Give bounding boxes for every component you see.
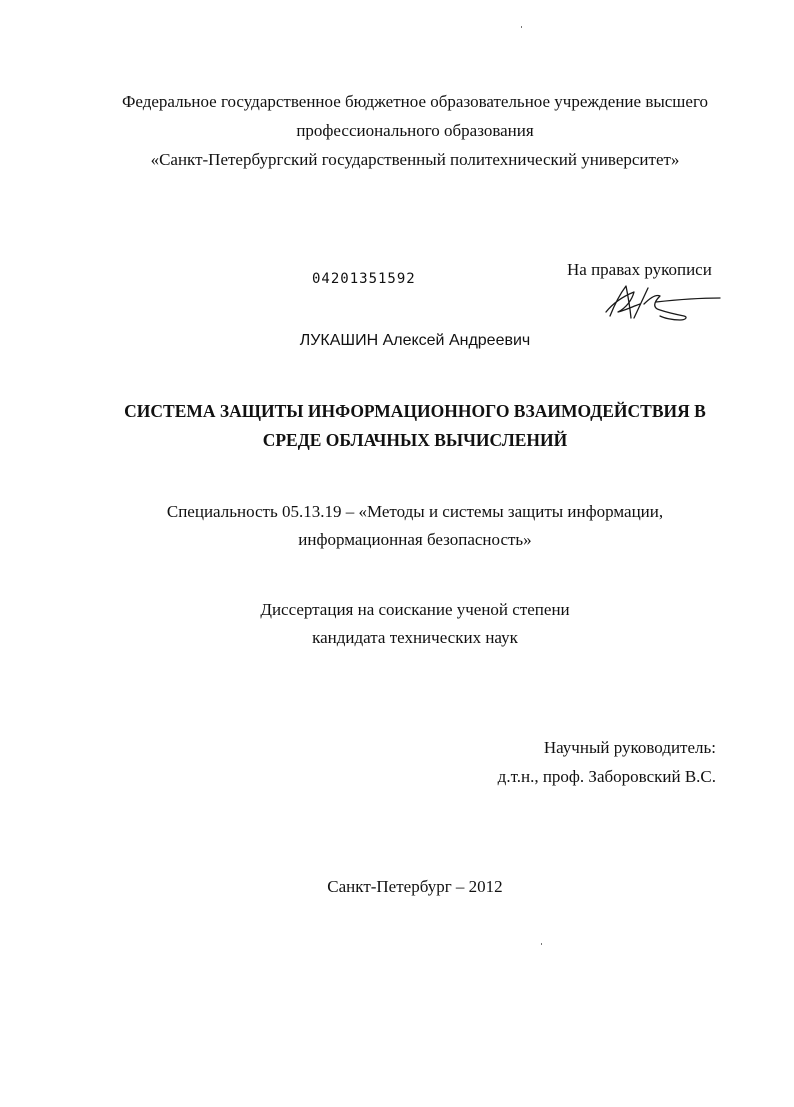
institution-line-1: Федеральное государственное бюджетное образовательное учреждение высшего bbox=[121, 92, 708, 111]
institution-line-3: «Санкт-Петербургский государственный политехнический университет» bbox=[150, 150, 680, 169]
title-line-2: СРЕДЕ ОБЛАЧНЫХ ВЫЧИСЛЕНИЙ bbox=[262, 430, 568, 450]
title-line-1: СИСТЕМА ЗАЩИТЫ ИНФОРМАЦИОННОГО ВЗАИМОДЕЙСТВИЯ В bbox=[124, 401, 706, 421]
advisor-name: д.т.н., проф. Заборовский В.С. bbox=[497, 767, 716, 786]
specialty-line-2: информационная безопасность» bbox=[298, 530, 532, 549]
advisor-label: Научный руководитель: bbox=[543, 738, 716, 757]
handwritten-signature bbox=[604, 282, 722, 326]
specialty-line-1: Специальность 05.13.19 – «Методы и системы защиты информации, bbox=[166, 502, 664, 521]
author-name: ЛУКАШИН Алексей Андреевич bbox=[299, 332, 531, 349]
manuscript-note: На правах рукописи bbox=[567, 260, 712, 279]
scan-speck bbox=[521, 26, 522, 28]
city-year: Санкт-Петербург – 2012 bbox=[327, 877, 503, 896]
degree-line-2: кандидата технических наук bbox=[312, 628, 518, 647]
degree-line-1: Диссертация на соискание ученой степени bbox=[260, 600, 570, 619]
scan-speck bbox=[541, 943, 542, 945]
catalog-number: 04201351592 bbox=[312, 271, 416, 287]
institution-line-2: профессионального образования bbox=[296, 121, 534, 140]
